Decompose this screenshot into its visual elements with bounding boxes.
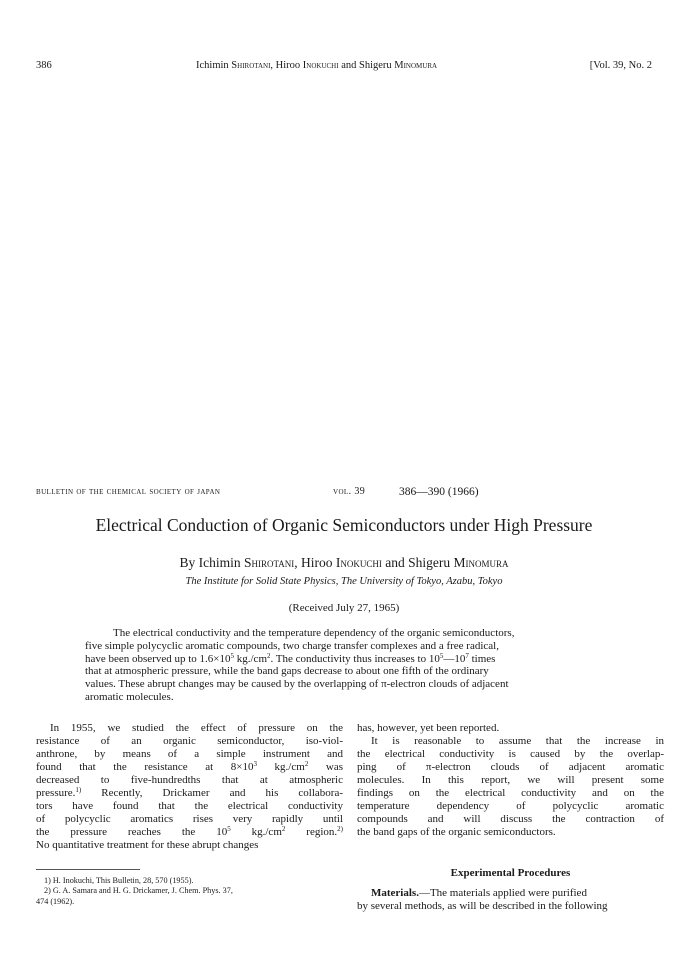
byline: By Ichimin Shirotani, Hiroo Inokuchi and Shigeru Minomura: [179, 555, 509, 570]
materials-paragraph: [357, 887, 664, 913]
body-column-right: [357, 722, 664, 839]
body-line: It is reasonable to assume that the increase in: [371, 735, 664, 747]
body-line: anthrone, by means of a simple instrument and: [36, 748, 343, 760]
body-line: In 1955, we studied the effect of pressure on the: [50, 722, 343, 734]
journal-volume: vol. 39: [333, 486, 366, 497]
abstract-line: have been observed up to $1.6\times 10^5$ $kg./cm^2$. The conductivity thus increases to $10^5—10^7$ times: [85, 651, 496, 665]
body-line: temperature dependency of polycyclic aromatic: [357, 800, 664, 812]
journal-pages: 386—390 (1966): [399, 486, 479, 498]
journal-name: bulletin of the chemical society of japan: [36, 486, 221, 497]
body-line: No quantitative treatment for these abrupt changes: [36, 839, 259, 851]
body-line: the electrical conductivity is caused by the overlap-: [357, 748, 664, 760]
body-line: the pressure reaches the $10^5$ $kg./cm^2$ region.$^{2)}$: [36, 825, 343, 838]
body-line: pressure.$^{1)}$ Recently, Drickamer and his collabora-: [36, 786, 343, 799]
footnote: 2) G. A. Samara and H. G. Drickamer, J. Chem. Phys. 37,: [44, 886, 233, 896]
abstract-line: that at atmospheric pressure, while the band gaps decrease to about one fifth of the ordinary: [85, 665, 489, 678]
body-line: the band gaps of the organic semiconductors.: [357, 826, 556, 838]
abstract-line: The electrical conductivity and the temperature dependency of the organic semiconductors,: [113, 627, 515, 639]
body-line: tors have found that the electrical conductivity: [36, 800, 343, 812]
body-line: has, however, yet been reported.: [357, 722, 500, 734]
body-line: by several methods, as will be described in the following: [357, 900, 608, 912]
body-line: findings on the electrical conductivity and on the: [357, 787, 664, 799]
body-line: resistance of an organic semiconductor, iso-viol-: [36, 735, 343, 747]
footnote: 474 (1962).: [36, 896, 75, 906]
body-line: Materials.—The materials applied were purified: [371, 887, 587, 899]
abstract: [85, 627, 603, 704]
affiliation: The Institute for Solid State Physics, The University of Tokyo, Azabu, Tokyo: [185, 576, 503, 587]
body-column-left: [36, 722, 343, 852]
abstract-line: values. These abrupt changes may be caused by the overlapping of π-electron clouds of adjacent: [85, 678, 509, 691]
body-line: ping of π-electron clouds of adjacent aromatic: [357, 761, 664, 773]
received-date: (Received July 27, 1965): [288, 602, 400, 614]
section-heading: Experimental Procedures: [450, 867, 571, 879]
running-head-authors: Ichimin Shirotani, Hiroo Inokuchi and Shigeru Minomura: [196, 60, 438, 71]
body-line: compounds and will discuss the contraction of: [357, 813, 664, 825]
body-line: decreased to five-hundredths that at atmospheric: [36, 774, 343, 786]
body-line: found that the resistance at $8\times 10^3$ $kg./cm^2$ was: [36, 760, 343, 773]
running-head-volume: [Vol. 39, No. 2: [589, 60, 652, 71]
paper-title: Electrical Conduction of Organic Semiconductors under High Pressure: [95, 515, 593, 535]
abstract-line: five simple polycyclic aromatic compounds, two charge transfer complexes and a free radical,: [85, 639, 499, 652]
footnotes: [36, 876, 343, 907]
body-line: molecules. In this report, we will present some: [357, 774, 664, 786]
page-number: 386: [36, 60, 52, 71]
body-line: of polycyclic aromatics rises very rapidly until: [36, 813, 343, 825]
footnote-divider: [36, 869, 140, 870]
running-head: [0, 60, 688, 76]
abstract-line: aromatic molecules.: [85, 690, 174, 703]
footnote: 1) H. Inokuchi, This Bulletin, 28, 570 (1955).: [44, 876, 194, 885]
